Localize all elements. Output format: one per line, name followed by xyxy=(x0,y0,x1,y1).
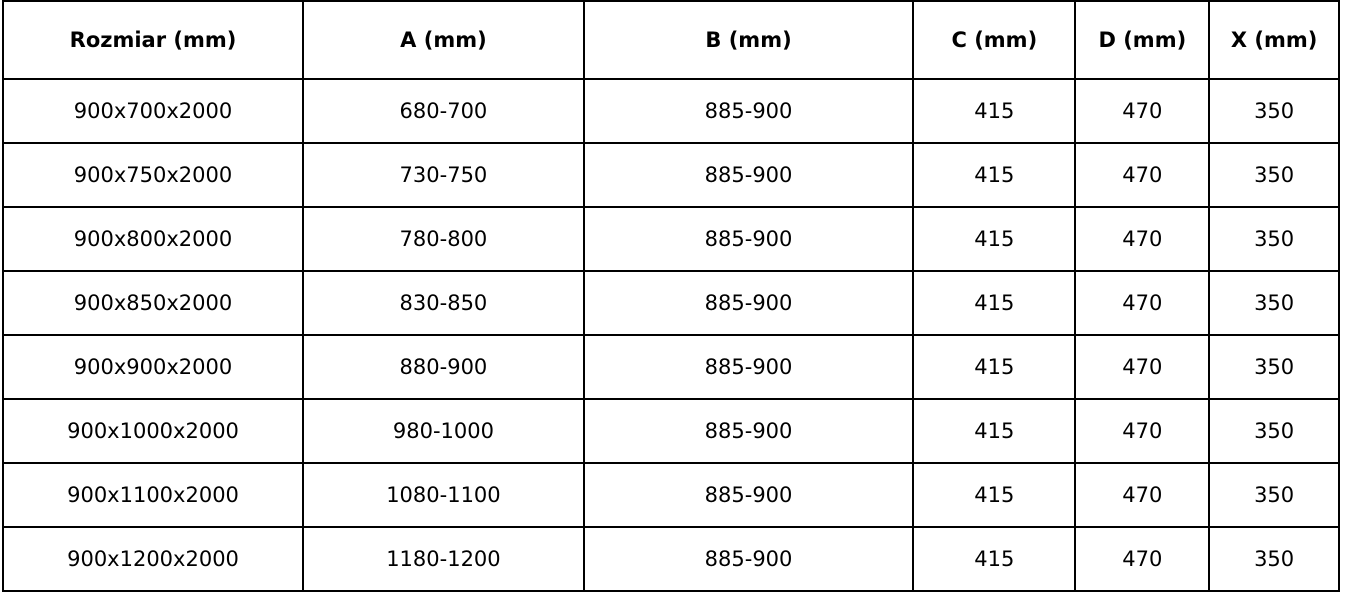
cell-x: 350 xyxy=(1209,143,1339,207)
cell-a: 730-750 xyxy=(303,143,584,207)
cell-b: 885-900 xyxy=(584,207,913,271)
cell-d: 470 xyxy=(1075,527,1209,591)
cell-x: 350 xyxy=(1209,399,1339,463)
cell-c: 415 xyxy=(913,79,1075,143)
cell-x: 350 xyxy=(1209,463,1339,527)
cell-c: 415 xyxy=(913,335,1075,399)
table-row xyxy=(3,463,1339,527)
cell-a: 980-1000 xyxy=(303,399,584,463)
cell-c: 415 xyxy=(913,527,1075,591)
cell-a: 880-900 xyxy=(303,335,584,399)
table-row xyxy=(3,399,1339,463)
cell-d: 470 xyxy=(1075,143,1209,207)
cell-rozmiar: 900x800x2000 xyxy=(3,207,303,271)
cell-rozmiar: 900x850x2000 xyxy=(3,271,303,335)
cell-x: 350 xyxy=(1209,271,1339,335)
cell-d: 470 xyxy=(1075,207,1209,271)
cell-a: 830-850 xyxy=(303,271,584,335)
cell-d: 470 xyxy=(1075,271,1209,335)
table-row xyxy=(3,271,1339,335)
cell-c: 415 xyxy=(913,463,1075,527)
table-body xyxy=(3,79,1339,591)
table-row xyxy=(3,143,1339,207)
column-header-d: D (mm) xyxy=(1075,1,1209,79)
cell-rozmiar: 900x700x2000 xyxy=(3,79,303,143)
table-row xyxy=(3,207,1339,271)
cell-c: 415 xyxy=(913,271,1075,335)
cell-a: 780-800 xyxy=(303,207,584,271)
cell-b: 885-900 xyxy=(584,143,913,207)
cell-x: 350 xyxy=(1209,207,1339,271)
cell-b: 885-900 xyxy=(584,527,913,591)
cell-rozmiar: 900x1000x2000 xyxy=(3,399,303,463)
table-row xyxy=(3,527,1339,591)
cell-b: 885-900 xyxy=(584,335,913,399)
cell-rozmiar: 900x1100x2000 xyxy=(3,463,303,527)
cell-x: 350 xyxy=(1209,527,1339,591)
cell-a: 680-700 xyxy=(303,79,584,143)
cell-d: 470 xyxy=(1075,463,1209,527)
column-header-rozmiar: Rozmiar (mm) xyxy=(3,1,303,79)
cell-x: 350 xyxy=(1209,335,1339,399)
column-header-b: B (mm) xyxy=(584,1,913,79)
cell-b: 885-900 xyxy=(584,79,913,143)
column-header-x: X (mm) xyxy=(1209,1,1339,79)
cell-d: 470 xyxy=(1075,335,1209,399)
cell-d: 470 xyxy=(1075,399,1209,463)
cell-d: 470 xyxy=(1075,79,1209,143)
column-header-c: C (mm) xyxy=(913,1,1075,79)
cell-b: 885-900 xyxy=(584,271,913,335)
cell-x: 350 xyxy=(1209,79,1339,143)
column-header-a: A (mm) xyxy=(303,1,584,79)
cell-b: 885-900 xyxy=(584,463,913,527)
table-header-row xyxy=(3,1,1339,79)
cell-rozmiar: 900x900x2000 xyxy=(3,335,303,399)
table-row xyxy=(3,79,1339,143)
cell-a: 1180-1200 xyxy=(303,527,584,591)
cell-a: 1080-1100 xyxy=(303,463,584,527)
cell-rozmiar: 900x1200x2000 xyxy=(3,527,303,591)
cell-b: 885-900 xyxy=(584,399,913,463)
cell-rozmiar: 900x750x2000 xyxy=(3,143,303,207)
cell-c: 415 xyxy=(913,143,1075,207)
table-row xyxy=(3,335,1339,399)
dimensions-table xyxy=(2,0,1340,592)
table-header xyxy=(3,1,1339,79)
cell-c: 415 xyxy=(913,399,1075,463)
cell-c: 415 xyxy=(913,207,1075,271)
